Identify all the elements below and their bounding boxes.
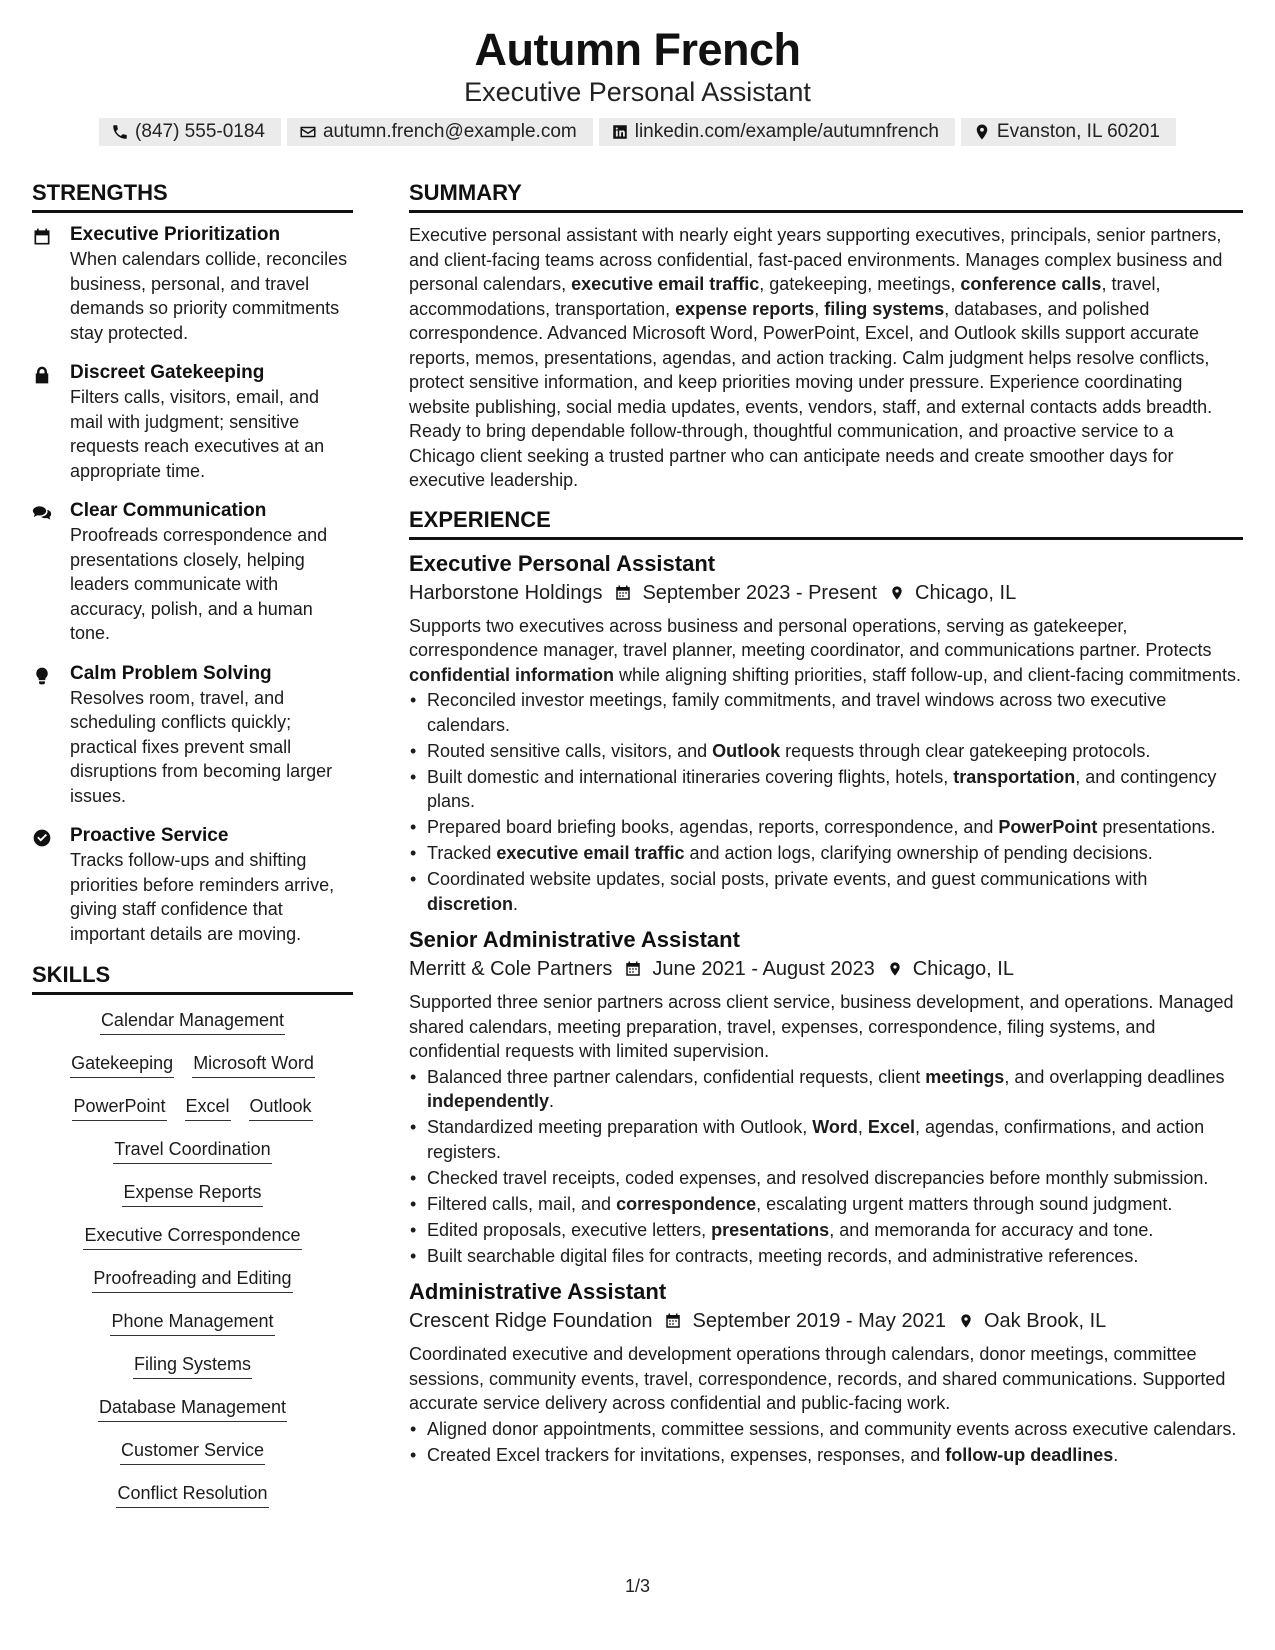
envelope-icon (299, 123, 317, 141)
bullet-item: • Balanced three partner calendars, confidential requests, client meetings, and overlapping deadlines independently. (409, 1065, 1243, 1114)
job-meta (409, 578, 1243, 608)
job-bullets (409, 1417, 1243, 1468)
strength-desc: Tracks follow-ups and shifting priorities before reminders arrive, giving staff confidence that important details are moving. (70, 850, 335, 944)
job-description: Coordinated executive and development operations through calendars, donor meetings, committee sessions, community events, travel, correspondence, records, and shared communications. Supported accurate service delivery across confidential and public-facing work. (409, 1344, 1226, 1413)
bullet-item: • Coordinated website updates, social posts, private events, and guest communications with discretion. (409, 867, 1243, 916)
skill-tag: Database Management (98, 1396, 287, 1422)
phone-icon (111, 123, 129, 141)
bullet-item: • Checked travel receipts, coded expenses, and resolved discrepancies before monthly submission. (409, 1166, 1243, 1191)
skill-tag: Executive Correspondence (83, 1224, 301, 1250)
job-company: Harborstone Holdings (409, 581, 603, 604)
skill-tag: Outlook (249, 1095, 313, 1121)
comments-icon (32, 503, 52, 523)
skills-list (32, 1005, 353, 1508)
job-entry (409, 550, 1243, 917)
strength-item (32, 223, 353, 345)
bullet-item: • Routed sensitive calls, visitors, and Outlook requests through clear gatekeeping protocols. (409, 739, 1243, 764)
summary-text: Executive personal assistant with nearly eight years supporting executives, principals, senior partners, and client-facing teams across confidential, fast-paced environments. Manages complex business and personal calendars, executive email traffic, gatekeeping, meetings, conference calls, travel, accommodations, transportation, expense reports, filing systems, databases, and polished correspondence. Advanced Microsoft Word, PowerPoint, Excel, and Outlook skills support accurate reports, memos, presentations, agendas, and action tracking. Calm judgment helps resolve conflicts, protect sensitive information, and keep priorities moving under pressure. Experience coordinating website publishing, social media updates, events, vendors, staff, and external contacts adds breadth. Ready to bring dependable follow-through, thoughtful communication, and proactive service to a Chicago client seeking a trusted partner who can anticipate needs and create smoother days for executive leadership. (409, 225, 1223, 490)
skill-tag: Calendar Management (100, 1009, 285, 1035)
map-marker-icon (958, 1312, 974, 1330)
skill-tag: Proofreading and Editing (92, 1267, 292, 1293)
bullet-item: • Filtered calls, mail, and correspondence, escalating urgent matters through sound judgment. (409, 1192, 1243, 1217)
strength-desc: When calendars collide, reconciles business, personal, and travel demands so priority commitments stay protected. (70, 249, 348, 343)
lightbulb-icon (32, 666, 52, 686)
skills-heading: SKILLS (32, 962, 353, 995)
job-role: Executive Personal Assistant (409, 550, 716, 576)
skill-tag: Phone Management (110, 1310, 274, 1336)
job-meta (409, 954, 1243, 984)
strength-item (32, 662, 353, 809)
strength-item (32, 499, 353, 646)
strength-title: Discreet Gatekeeping (70, 362, 265, 383)
job-dates: September 2023 - Present (642, 581, 878, 604)
job-role: Administrative Assistant (409, 1279, 667, 1304)
job-entry (409, 926, 1243, 1268)
strength-desc: Resolves room, travel, and scheduling conflicts quickly; practical fixes prevent small disruptions from becoming larger issues. (70, 687, 333, 806)
contact-linkedin[interactable] (599, 118, 955, 146)
job-entry (409, 1278, 1243, 1467)
skill-tag: Conflict Resolution (116, 1482, 268, 1508)
resume-header (0, 0, 1275, 146)
strengths-heading: STRENGTHS (32, 180, 353, 213)
check-circle-icon (32, 828, 52, 848)
bullet-item: • Edited proposals, executive letters, presentations, and memoranda for accuracy and tone. (409, 1218, 1243, 1243)
job-bullets (409, 688, 1243, 916)
phone-text: (847) 555-0184 (135, 121, 265, 142)
map-marker-icon (889, 584, 905, 602)
strength-title: Executive Prioritization (70, 224, 281, 245)
strength-title: Proactive Service (70, 825, 229, 846)
bullet-item: • Created Excel trackers for invitations, expenses, responses, and follow-up deadlines. (409, 1443, 1243, 1468)
calendar-icon (664, 1312, 682, 1330)
candidate-name: Autumn French (474, 24, 801, 75)
bullet-item: • Standardized meeting preparation with Outlook, Word, Excel, agendas, confirmations, and action registers. (409, 1115, 1243, 1164)
lock-icon (32, 365, 52, 385)
job-location: Chicago, IL (915, 581, 1017, 604)
candidate-title: Executive Personal Assistant (464, 77, 811, 107)
contact-phone[interactable] (99, 118, 281, 146)
job-dates: September 2019 - May 2021 (692, 1310, 946, 1332)
contact-bar (0, 118, 1275, 146)
strengths-list (32, 223, 353, 946)
bullet-item: • Tracked executive email traffic and action logs, clarifying ownership of pending decisions. (409, 841, 1243, 866)
right-column (409, 180, 1243, 1477)
skill-tag: Microsoft Word (192, 1052, 315, 1078)
job-description: Supported three senior partners across client service, business development, and operations. Managed shared calendars, meeting preparation, travel, expenses, correspondence, filing systems, and confidential requests with limited supervision. (409, 992, 1234, 1061)
skill-tag: Travel Coordination (113, 1138, 271, 1164)
skill-tag: Expense Reports (122, 1181, 262, 1207)
bullet-item: • Aligned donor appointments, committee sessions, and community events across executive calendars. (409, 1417, 1243, 1442)
strength-desc: Filters calls, visitors, email, and mail with judgment; sensitive requests reach executives at an appropriate time. (70, 387, 325, 481)
skill-tag: Excel (185, 1095, 231, 1121)
map-marker-icon (973, 123, 991, 141)
job-location: Chicago, IL (912, 958, 1014, 980)
job-location: Oak Brook, IL (983, 1310, 1107, 1332)
bullet-item: • Built domestic and international itineraries covering flights, hotels, transportation, and contingency plans. (409, 765, 1243, 814)
page-number: 1/3 (624, 1576, 651, 1596)
skill-tag: Customer Service (120, 1439, 265, 1465)
experience-heading: EXPERIENCE (409, 507, 1243, 540)
summary-heading: SUMMARY (409, 180, 1243, 213)
contact-location (961, 118, 1176, 146)
skill-tag: PowerPoint (72, 1095, 166, 1121)
left-column (32, 180, 353, 1508)
job-role: Senior Administrative Assistant (409, 927, 740, 952)
skill-tag: Gatekeeping (70, 1052, 174, 1078)
linkedin-icon (611, 123, 629, 141)
job-dates: June 2021 - August 2023 (652, 958, 875, 980)
contact-email[interactable] (287, 118, 593, 146)
email-text: autumn.french@example.com (322, 121, 577, 142)
strength-item (32, 824, 353, 946)
linkedin-text: linkedin.com/example/autumnfrench (634, 121, 939, 142)
skill-tag: Filing Systems (133, 1353, 252, 1379)
bullet-item: • Reconciled investor meetings, family commitments, and travel windows across two executive calendars. (409, 688, 1243, 737)
bullet-item: • Built searchable digital files for contracts, meeting records, and administrative references. (409, 1244, 1243, 1269)
strength-title: Clear Communication (70, 500, 267, 521)
calendar-icon (624, 960, 642, 978)
calendar-icon (614, 584, 632, 602)
bullet-item: • Prepared board briefing books, agendas, reports, correspondence, and PowerPoint presentations. (409, 815, 1243, 840)
job-meta (409, 1306, 1243, 1336)
experience-list (409, 550, 1243, 1468)
strength-title: Calm Problem Solving (70, 662, 272, 684)
strength-desc: Proofreads correspondence and presentations closely, helping leaders communicate with accuracy, polish, and a human tone. (70, 525, 328, 643)
job-company: Crescent Ridge Foundation (409, 1310, 653, 1332)
calendar-icon (32, 227, 52, 247)
location-text: Evanston, IL 60201 (996, 121, 1160, 142)
job-company: Merritt & Cole Partners (409, 958, 613, 980)
strength-item (32, 361, 353, 483)
map-marker-icon (887, 960, 903, 978)
job-description: Supports two executives across business and personal operations, serving as gatekeeper, correspondence manager, travel planner, meeting coordinator, and communications partner. Protects confidential information while aligning shifting priorities, staff follow-up, and client-facing commitments. (409, 615, 1241, 685)
job-bullets (409, 1065, 1243, 1269)
